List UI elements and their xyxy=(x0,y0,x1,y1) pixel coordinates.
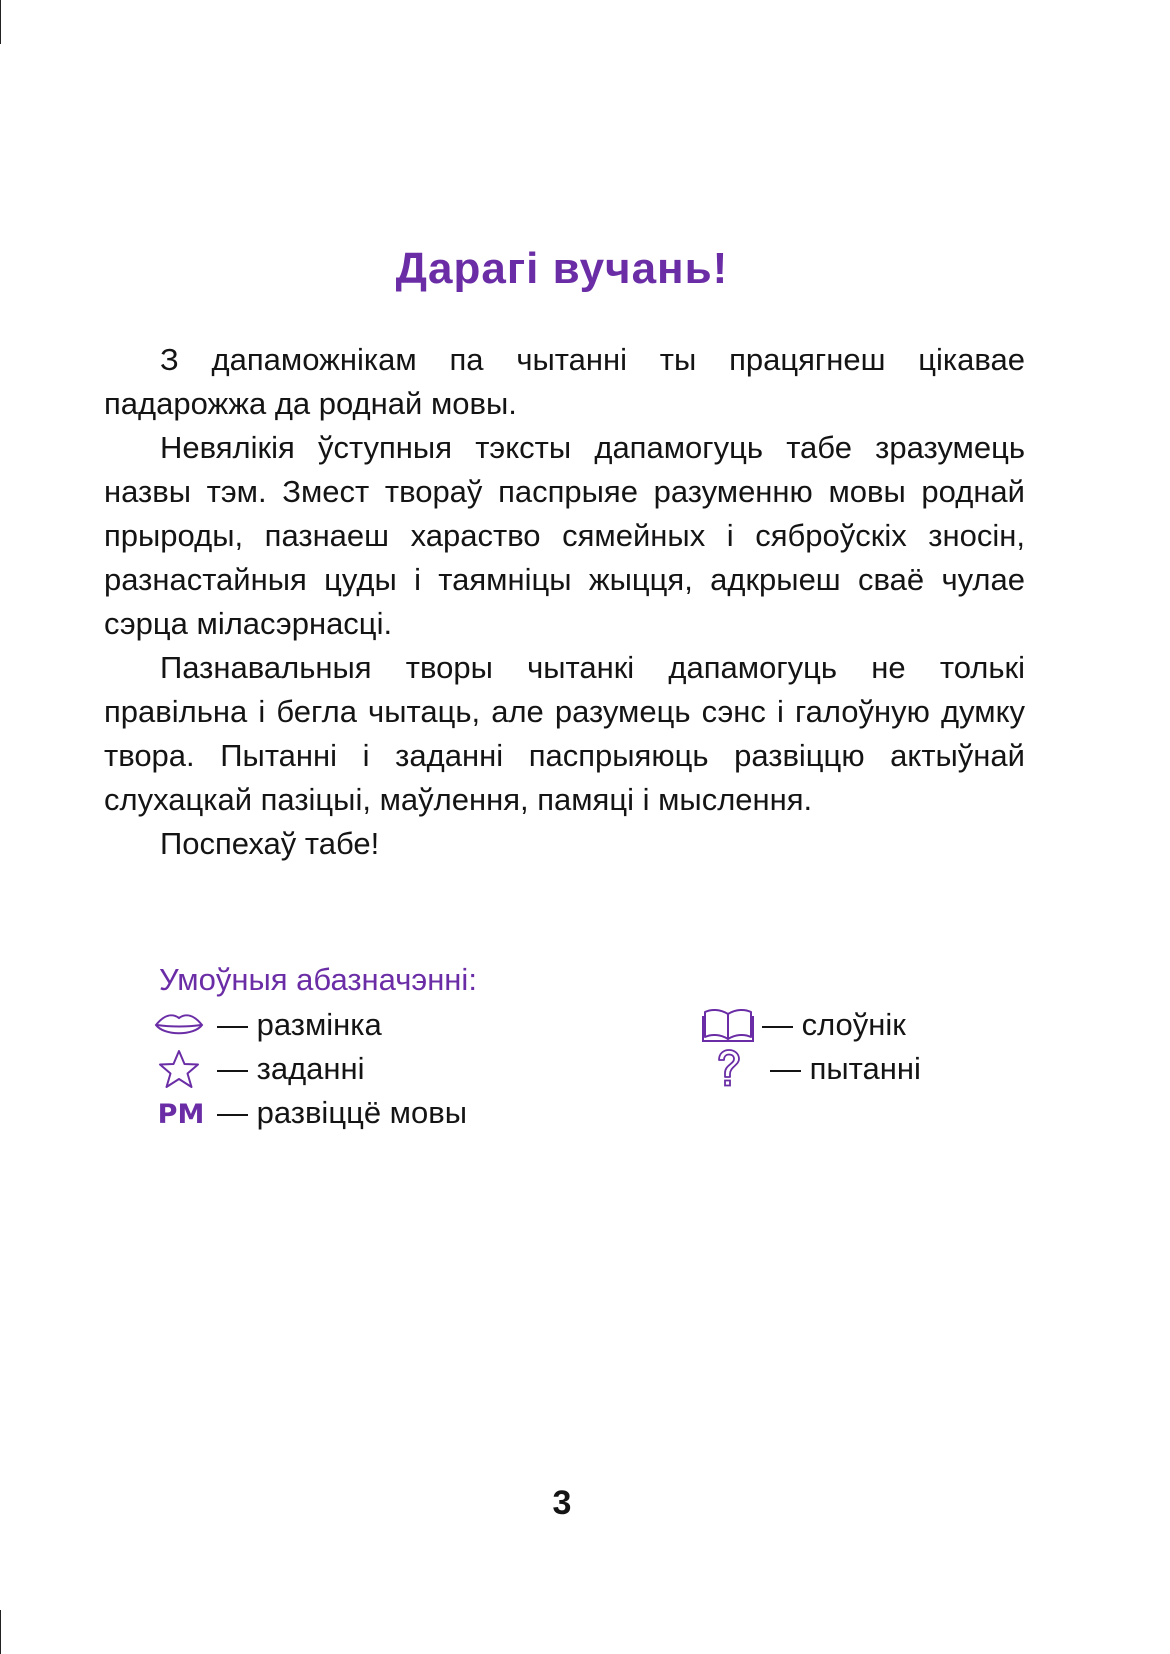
book-icon xyxy=(700,1008,756,1042)
lips-icon xyxy=(151,1011,207,1039)
question-icon xyxy=(700,1049,756,1089)
legend-text: — слоўнік xyxy=(762,1007,906,1042)
legend-text: — пытанні xyxy=(770,1051,921,1086)
svg-text:РМ: РМ xyxy=(157,1099,205,1128)
legend-title: Умоўныя абазначэнні: xyxy=(159,962,477,997)
legend-item-speech xyxy=(151,1091,467,1135)
legend-text: — размінка xyxy=(217,1007,382,1042)
legend-text: — заданні xyxy=(217,1051,365,1086)
star-icon xyxy=(151,1049,207,1089)
legend-text: — развіццё мовы xyxy=(217,1095,467,1130)
intro-text xyxy=(104,338,1025,866)
paragraph: Поспехаў табе! xyxy=(160,826,380,861)
page-number: 3 xyxy=(552,1484,572,1522)
crop-mark-top xyxy=(0,0,1,44)
rm-icon xyxy=(151,1098,211,1128)
crop-mark-bottom xyxy=(0,1610,1,1654)
page-title: Дарагі вучань! xyxy=(395,244,729,293)
legend-item-tasks xyxy=(151,1047,365,1091)
legend-item-warmup xyxy=(151,1003,382,1047)
legend-item-dictionary xyxy=(700,1003,906,1047)
paragraph: Пазнавальныя творы чытанкі дапамогуць не толькі правільна і бегла чытаць, але разумець сэнс і галоўную думку твора. Пытанні і заданні паспрыяюць развіццю актыўнай слухацкай пазіцыі, маўлення, памяці і мыслення. xyxy=(104,650,1025,817)
legend-item-questions xyxy=(700,1047,921,1091)
paragraph: Невялікія ўступныя тэксты дапамогуць табе зразумець назвы тэм. Змест твораў паспрыяе разуменню мовы роднай прыроды, пазнаеш хараство сямейных і сяброўскіх зносін, разнастайныя цуды і таямніцы жыцця, адкрыеш сваё чулае сэрца міласэрнасці. xyxy=(104,430,1025,641)
paragraph: З дапаможнікам па чытанні ты працягнеш цікавае падарожжа да роднай мовы. xyxy=(104,342,1025,421)
